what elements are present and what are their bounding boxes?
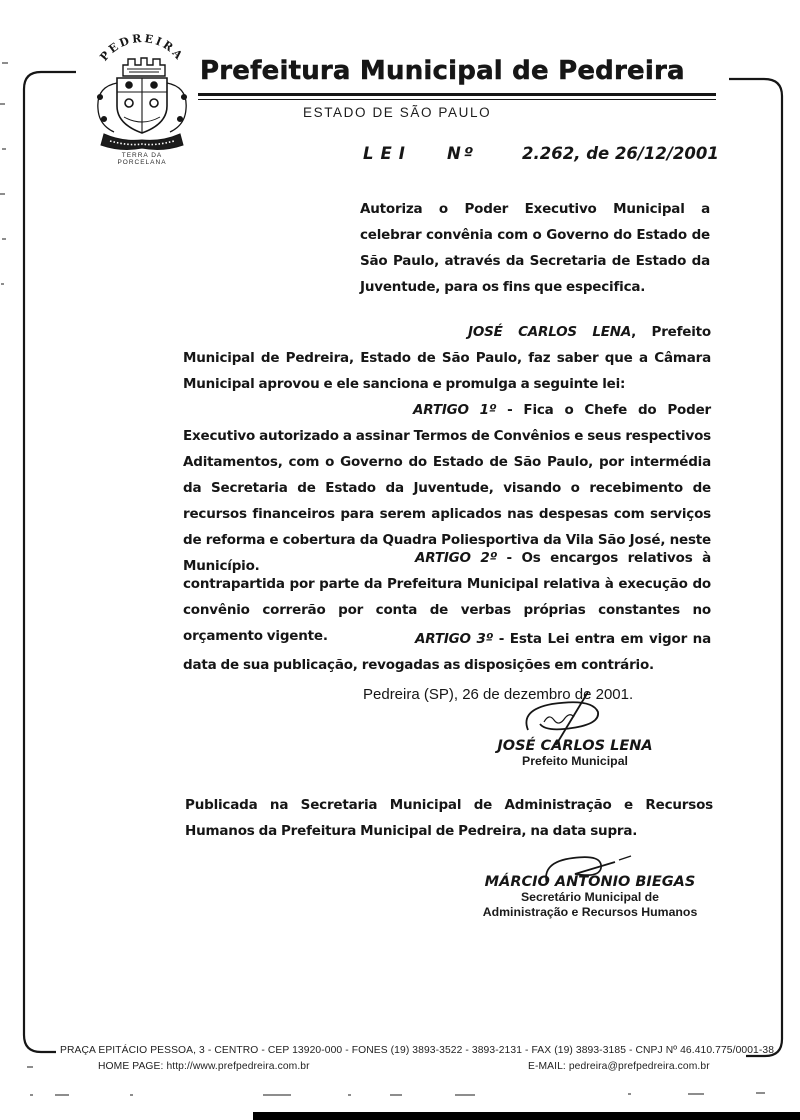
title-underline-thick (198, 93, 716, 96)
preamble-text: , Prefeito Municipal de Pedreira, Estado de São Paulo, faz saber que a Câmara Municipal aprovou e ele sanciona e promulga a seguinte lei: (183, 324, 711, 392)
footer-homepage-url: http://www.prefpedreira.com.br (166, 1061, 310, 1072)
pedreira-coat-of-arms-icon (84, 33, 200, 165)
dateline: Pedreira (SP), 26 de dezembro de 2001. (363, 686, 634, 703)
signature-block-mayor (455, 738, 695, 769)
footer-homepage (98, 1061, 310, 1072)
crest-caption-line2: PORCELANA (117, 159, 167, 165)
article-1-label: ARTIGO 1º (413, 402, 497, 418)
footer-email-label: E-MAIL: (528, 1061, 566, 1072)
law-summary: Autoriza o Poder Executivo Municipal a celebrar convênia com o Governo do Estado de São Paulo, através da Secretaria de Estado da Juventude, para os fins que especifica. (360, 201, 710, 295)
law-label: LEI (363, 144, 412, 163)
law-number-and-date: 2.262, de 26/12/2001 (522, 144, 719, 163)
crest-shield-icon (117, 78, 167, 133)
secretary-signature-name: MÁRCIO ANTONIO BIEGAS (484, 874, 696, 890)
crest-crown-icon (123, 58, 165, 76)
article-1-text: - Fica o Chefe do Poder Executivo autorizado a assinar Termos de Convênios e seus respectivos Aditamentos, com o Governo do Estado de São Paulo, por intermédia da Secretaria de Estado da Juventude, visando o recebimento de recursos financeiros para serem aplicados nas despesas com serviços de reforma e cobertura da Quadra Poliesportiva da Vila São José, neste Município. (183, 402, 711, 574)
article-3-text: - Esta Lei entra em vigor na data de sua publicação, revogadas as disposições em contrário. (183, 631, 711, 673)
crest-city-name: PEDREIRA (97, 33, 187, 64)
mayor-name-inline: JOSÉ CARLOS LENA (468, 324, 632, 340)
state-subtitle: ESTADO DE SÃO PAULO (303, 105, 492, 120)
secretary-signature-role-1: Secretário Municipal de (520, 890, 660, 904)
frame-right (729, 79, 782, 1056)
article-3-label: ARTIGO 3º (415, 631, 494, 647)
publication-note: Publicada na Secretaria Municipal de Administração e Recursos Humanos da Prefeitura Municipal de Pedreira, na data supra. (185, 797, 713, 839)
footer-address: PRAÇA EPITÁCIO PESSOA, 3 - CENTRO - CEP 13920-000 - FONES (19) 3893-3522 - 3893-2131 - FAX (19) 3893-3185 - CNPJ Nº 46.410.775/0001-38 (60, 1045, 775, 1056)
article-2-text: - Os encargos relativos à contrapartida por parte da Prefeitura Municipal relativa à execução do convênio correrão por conta de verbas próprias constantes no orçamento vigente. (183, 550, 711, 644)
scan-edge-bar (253, 1112, 800, 1120)
frame-left (24, 72, 76, 1052)
article-2-label: ARTIGO 2º (415, 550, 497, 566)
secretary-signature-role-2: Administração e Recursos Humanos (482, 905, 698, 919)
mayor-signature-role: Prefeito Municipal (522, 754, 628, 768)
preamble-paragraph (183, 319, 711, 397)
law-number-label: Nº (447, 144, 477, 163)
title-underline-thin (198, 99, 716, 101)
footer-email-address: pedreira@prefpedreira.com.br (568, 1061, 710, 1072)
page-title: Prefeitura Municipal de Pedreira (200, 56, 685, 86)
article-3 (183, 626, 711, 678)
crest-motto-ribbon-icon (101, 134, 183, 149)
crest-caption-line1: TERRA DA (121, 152, 163, 159)
signature-block-secretary (470, 874, 710, 920)
footer-email (528, 1061, 710, 1072)
mayor-signature-name: JOSÉ CARLOS LENA (497, 738, 653, 754)
footer-homepage-label: HOME PAGE: (98, 1061, 164, 1072)
